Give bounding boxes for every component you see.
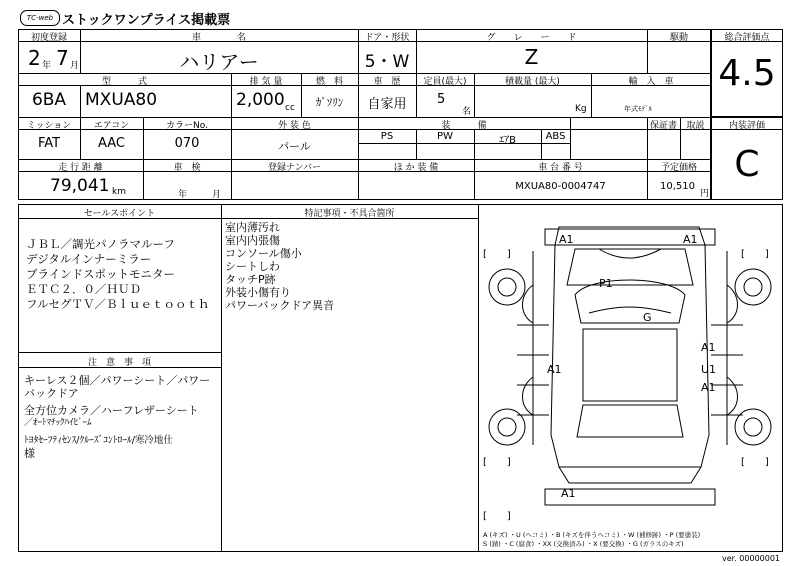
sales-points-list [26, 237, 210, 312]
bracket-front-right: [ ] [741, 249, 769, 260]
defect-item: コンソール傷小 [225, 247, 302, 260]
fuel-value: ｶﾞｿﾘﾝ [315, 96, 344, 109]
sales-point-item: ブラインドスポットモニター [26, 267, 176, 281]
note-line: ／ｵｰﾄﾏﾁｯｸﾊｲﾋﾞｰﾑ [24, 418, 92, 428]
mark-rear: A1 [561, 487, 576, 500]
header-fuel: 燃 料 [315, 77, 343, 87]
note-line: バックドア [24, 387, 79, 400]
note-line: 全方位カメラ／ハーフレザーシート [24, 404, 199, 417]
defect-item: 室内内張傷 [225, 234, 280, 247]
mileage-value: 79,041 [50, 176, 110, 196]
mark-right-front-door: A1 [701, 341, 716, 354]
import-note: 年式ﾓﾃﾞﾙ [624, 105, 652, 113]
header-exterior-color: 外 装 色 [278, 121, 311, 131]
first-reg-year-unit: 年 [42, 61, 52, 71]
header-model: 型 式 [101, 77, 147, 87]
header-grade: グ レ ー ド [486, 33, 577, 43]
defect-item: パワーバックドア異音 [225, 299, 335, 312]
header-color-no: カラーNo. [166, 121, 208, 131]
header-drive: 駆動 [669, 33, 688, 43]
price-value: 10,510 [660, 181, 695, 192]
version-label: ver. 00000001 [722, 554, 781, 563]
header-manual: 取説 [686, 121, 705, 131]
equipment-pw: PW [437, 131, 453, 142]
header-import: 輸 入 車 [628, 77, 674, 87]
defects-list [225, 221, 334, 312]
grade-value: Z [524, 45, 539, 69]
header-plate: 登録ナンバー [268, 163, 321, 173]
first-reg-year: 2 [28, 46, 41, 70]
defect-item: タッチP跡 [225, 273, 276, 286]
sales-point-item: ＪＢＬ／調光パノラマルーフ [26, 237, 175, 251]
header-mission: ミッション [26, 121, 72, 131]
door-shape-value: 5・W [364, 52, 410, 72]
overall-rating-label: 総合評価点 [724, 33, 770, 43]
interior-rating-label: 内装評価 [728, 121, 765, 131]
displacement-unit: cc [285, 103, 295, 113]
inspection-month-unit: 月 [212, 190, 222, 200]
model-value: MXUA80 [85, 90, 158, 110]
history-value: 自家用 [367, 97, 407, 112]
sales-point-item: フルセグＴＶ／Ｂｌｕｅｔｏｏｔｈ [26, 297, 210, 311]
sales-point-item: デジタルインナーミラー [26, 252, 152, 266]
exterior-color-value: パール [278, 140, 311, 153]
car-name-value: ハリアー [179, 50, 259, 74]
capacity-value: 5 [437, 92, 446, 107]
equipment-abs: ABS [545, 131, 566, 142]
sales-point-item: ＥＴＣ２．０／ＨＵＤ [26, 282, 141, 296]
note-line: キーレス２個／パワーシート／パワー [24, 374, 211, 387]
header-warranty: 保証書 [649, 121, 677, 131]
defect-item: 室内薄汚れ [225, 221, 280, 234]
equipment-ps: PS [380, 131, 394, 142]
defect-item: シートしわ [225, 260, 280, 273]
header-aircon: エアコン [93, 121, 130, 131]
bracket-bottom: [ ] [483, 511, 511, 522]
header-chassis-no: 車 台 番 号 [538, 163, 583, 173]
legend-line-1: A (キズ) ・U (ヘコミ) ・B (キズを伴うヘコミ) ・W (補修跡) ・P (要塗装) [483, 531, 701, 539]
mark-hood: P1 [599, 277, 613, 290]
header-mileage: 走 行 距 離 [58, 163, 103, 173]
header-history: 車 歴 [373, 77, 401, 87]
header-inspection: 車 検 [173, 163, 201, 173]
mileage-unit: km [112, 187, 126, 197]
displacement-value: 2,000 [236, 90, 285, 110]
mark-front-left: A1 [559, 233, 574, 246]
document-title: ストックワンプライス掲載票 [62, 13, 231, 28]
header-capacity: 定員(最大) [423, 77, 467, 87]
bracket-rear-left: [ ] [483, 457, 511, 468]
first-reg-month: 7 [56, 46, 69, 70]
equipment-airbag: ｴｱB [499, 135, 516, 146]
mark-right-rear-door: U1 [701, 363, 717, 376]
legend-line-2: S (錆) ・C (腐食) ・XX (交換済み) ・X (要交換) ・G (ガラスのキズ) [483, 540, 684, 548]
mark-front-right: A1 [683, 233, 698, 246]
chassis-no-value: MXUA80-0004747 [515, 181, 606, 192]
car-damage-diagram [479, 205, 782, 551]
notes-list [24, 374, 210, 460]
defect-item: 外装小傷有り [225, 286, 291, 299]
mission-value: FAT [37, 136, 61, 151]
bracket-front-left: [ ] [483, 249, 511, 260]
price-unit: 円 [700, 189, 710, 199]
header-displacement: 排 気 量 [249, 77, 283, 87]
overall-rating-value: 4.5 [718, 53, 776, 94]
note-line: 様 [24, 447, 35, 460]
aircon-value: AAC [98, 136, 125, 151]
inspection-year-unit: 年 [178, 190, 188, 200]
mark-left-side: A1 [547, 363, 562, 376]
logo: TC-web [20, 10, 60, 26]
defects-title: 特記事項・不具合箇所 [304, 209, 395, 219]
bracket-rear-right: [ ] [741, 457, 769, 468]
note-line: ﾄﾖﾀｾｰﾌﾃｨｾﾝｽ/ｸﾙｰｽﾞｺﾝﾄﾛｰﾙ/寒冷地仕 [24, 435, 173, 446]
color-no-value: 070 [174, 136, 200, 151]
header-other-equipment: ほ か 装 備 [393, 163, 439, 173]
header-door-shape: ドア・形状 [364, 33, 410, 43]
header-car-name: 車 名 [191, 33, 246, 43]
notes-title: 注 意 事 項 [87, 358, 151, 368]
capacity-unit: 名 [462, 107, 472, 117]
mark-windshield: G [643, 311, 652, 324]
first-reg-value [22, 44, 80, 72]
mark-right-rear-fender: A1 [701, 381, 716, 394]
header-load: 積載量 (最大) [505, 77, 560, 87]
interior-rating-value: C [734, 144, 760, 185]
first-reg-month-unit: 月 [70, 61, 80, 71]
load-unit: Kg [575, 104, 587, 114]
sales-points-title: セールスポイント [83, 209, 156, 219]
header-equipment: 装 備 [441, 121, 487, 131]
header-first-reg: 初度登録 [30, 33, 67, 43]
model-prefix-value: 6BA [31, 90, 67, 110]
header-price: 予定価格 [660, 163, 697, 173]
